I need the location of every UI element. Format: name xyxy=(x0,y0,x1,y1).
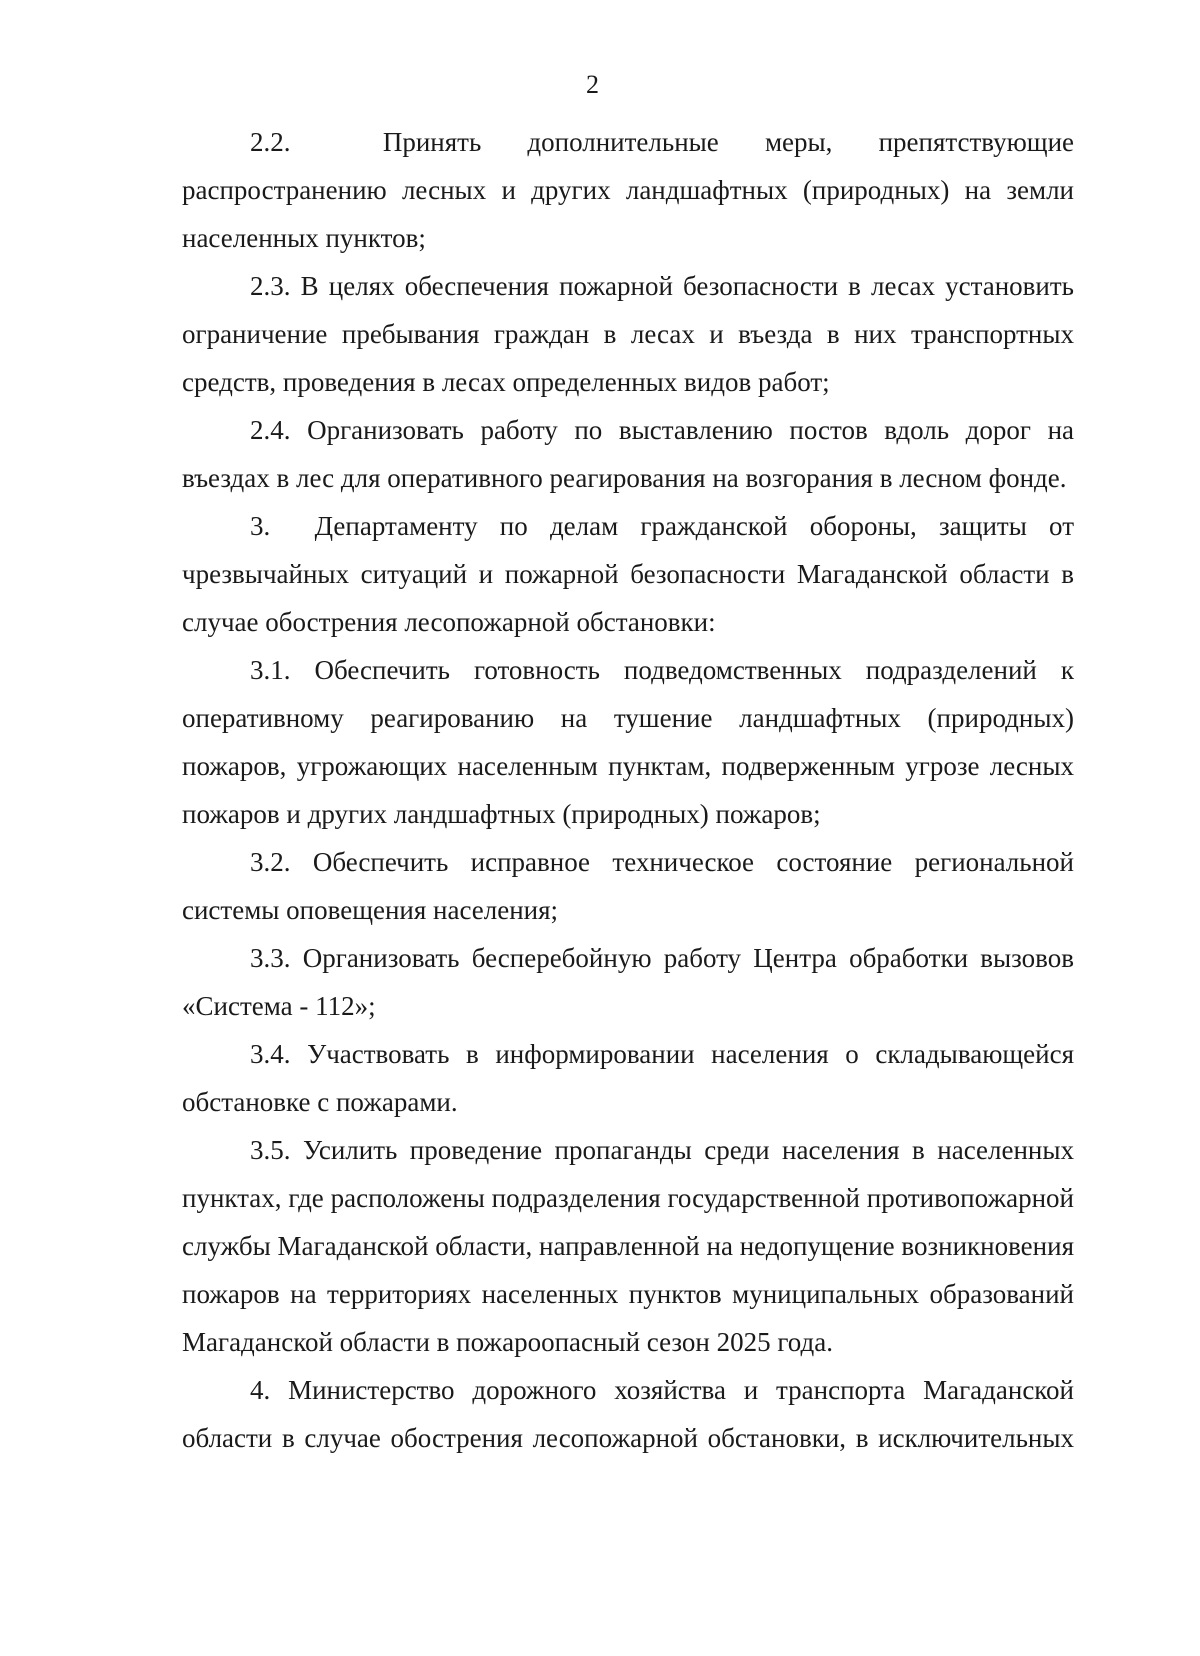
paragraph-3-2: 3.2. Обеспечить исправное техническое состояние региональной системы оповещения населения; xyxy=(182,847,1074,925)
paragraph-3-5: 3.5. Усилить проведение пропаганды среди населения в населенных пунктах, где расположены подразделения государственной противопожарной службы Магаданской области, направленной на недопущение возникновения пожаров на территориях населенных пунктов муниципальных образований Магаданской области в пожароопасный сезон 2025 года. xyxy=(182,1135,1074,1357)
paragraph-3-4: 3.4. Участвовать в информировании населения о складывающейся обстановке с пожарами. xyxy=(182,1039,1074,1117)
page-number: 2 xyxy=(586,70,599,99)
paragraph-2-2: 2.2. Принять дополнительные меры, препятствующие распространению лесных и других ландшафтных (природных) на земли населенных пунктов; xyxy=(182,127,1074,253)
paragraph-3: 3. Департаменту по делам гражданской обороны, защиты от чрезвычайных ситуаций и пожарной безопасности Магаданской области в случае обострения лесопожарной обстановки: xyxy=(182,511,1074,637)
paragraph-3-1: 3.1. Обеспечить готовность подведомственных подразделений к оперативному реагированию на тушение ландшафтных (природных) пожаров, угрожающих населенным пунктам, подверженным угрозе лесных пожаров и других ландшафтных (природных) пожаров; xyxy=(182,655,1074,829)
paragraph-4: 4. Министерство дорожного хозяйства и транспорта Магаданской области в случае обострения лесопожарной обстановки, в исключительных xyxy=(182,1375,1074,1453)
paragraph-3-3: 3.3. Организовать бесперебойную работу Центра обработки вызовов «Система - 112»; xyxy=(182,943,1074,1021)
paragraph-2-3: 2.3. В целях обеспечения пожарной безопасности в лесах установить ограничение пребывания граждан в лесах и въезда в них транспортных средств, проведения в лесах определенных видов работ; xyxy=(182,271,1074,397)
paragraph-2-4: 2.4. Организовать работу по выставлению постов вдоль дорог на въездах в лес для оперативного реагирования на возгорания в лесном фонде. xyxy=(182,415,1074,493)
document-body xyxy=(182,118,1074,1462)
